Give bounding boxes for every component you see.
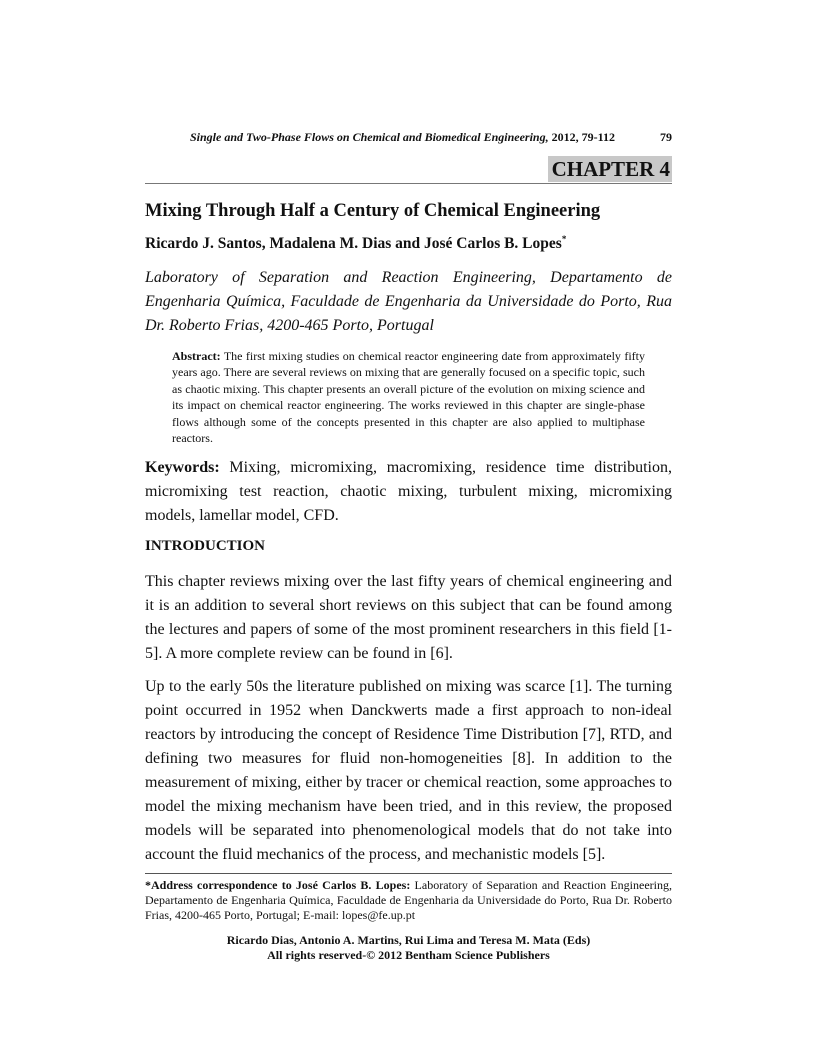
footnote-rule xyxy=(145,873,672,874)
abstract-label: Abstract: xyxy=(172,349,221,363)
affiliation: Laboratory of Separation and Reaction Engineering, Departamento de Engenharia Química, Faculdade de Engenharia da Universidade do Porto, Rua Dr. Roberto Frias, 4200-465 Porto, Portugal xyxy=(145,269,672,334)
journal-name: Single and Two-Phase Flows on Chemical and Biomedical Engineering, xyxy=(190,130,549,144)
keywords xyxy=(145,456,672,528)
abstract-text: The first mixing studies on chemical reactor engineering date from approximately fifty years ago. There are several reviews on mixing that are generally focused on a specific topic, such as chaotic mixing. This chapter presents an overall picture of the evolution on mixing science and its impact on chemical reactor engineering. The works reviewed in this chapter are single-phase flows although some of the concepts presented in this chapter are also applied to multiphase reactors. xyxy=(172,349,645,446)
header-citation xyxy=(190,130,615,145)
editors: Ricardo Dias, Antonio A. Martins, Rui Lima and Teresa M. Mata (Eds) xyxy=(226,933,591,948)
keywords-label: Keywords: xyxy=(145,459,220,477)
keywords-text: Mixing, micromixing, macromixing, residence time distribution, micromixing test reaction, chaotic mixing, turbulent mixing, micromixing models, lamellar model, CFD. xyxy=(145,459,672,525)
chapter-label: CHAPTER 4 xyxy=(548,156,672,182)
authors xyxy=(145,234,672,254)
page-footer xyxy=(145,933,672,963)
page-number: 79 xyxy=(660,130,672,144)
footnote-label: *Address correspondence to José Carlos B. Lopes: xyxy=(145,878,411,893)
year-pages: 2012, 79-112 xyxy=(548,130,615,144)
author-names: Ricardo J. Santos, Madalena M. Dias and José Carlos B. Lopes xyxy=(145,235,562,252)
chapter-label-row xyxy=(145,156,672,182)
abstract xyxy=(172,348,645,446)
paragraph: This chapter reviews mixing over the last fifty years of chemical engineering and it is an addition to several short reviews on this subject that can be found among the lectures and papers of some of the most prominent researchers in this field [1-5]. A more complete review can be found in [6]. xyxy=(145,573,672,663)
copyright: All rights reserved-© 2012 Bentham Science Publishers xyxy=(267,948,550,963)
footnote-text: Laboratory of Separation and Reaction Engineering, Departamento de Engenharia Química, Faculdade de Engenharia da Universidade do Porto, Rua Dr. Roberto Frias, 4200-465 Porto, Portugal; E-mail: lopes@fe.up.pt xyxy=(145,878,672,923)
footnote xyxy=(145,878,672,923)
author-footnote-mark: * xyxy=(561,233,567,244)
section-heading: INTRODUCTION xyxy=(145,538,266,555)
paragraph: Up to the early 50s the literature published on mixing was scarce [1]. The turning point occurred in 1952 when Danckwerts made a first approach to non-ideal reactors by introducing the concept of Residence Time Distribution [7], RTD, and defining two measures for fluid non-homogeneities [8]. In addition to the measurement of mixing, either by tracer or chemical reaction, some approaches to model the mixing mechanism have been tried, and in this review, the proposed models will be separated into phenomenological models that do not take into account the fluid mechanics of the process, and mechanistic models [5]. xyxy=(145,678,672,864)
header-rule xyxy=(145,183,672,184)
running-header xyxy=(190,130,672,145)
page xyxy=(145,0,672,963)
chapter-title: Mixing Through Half a Century of Chemical Engineering xyxy=(145,201,601,221)
